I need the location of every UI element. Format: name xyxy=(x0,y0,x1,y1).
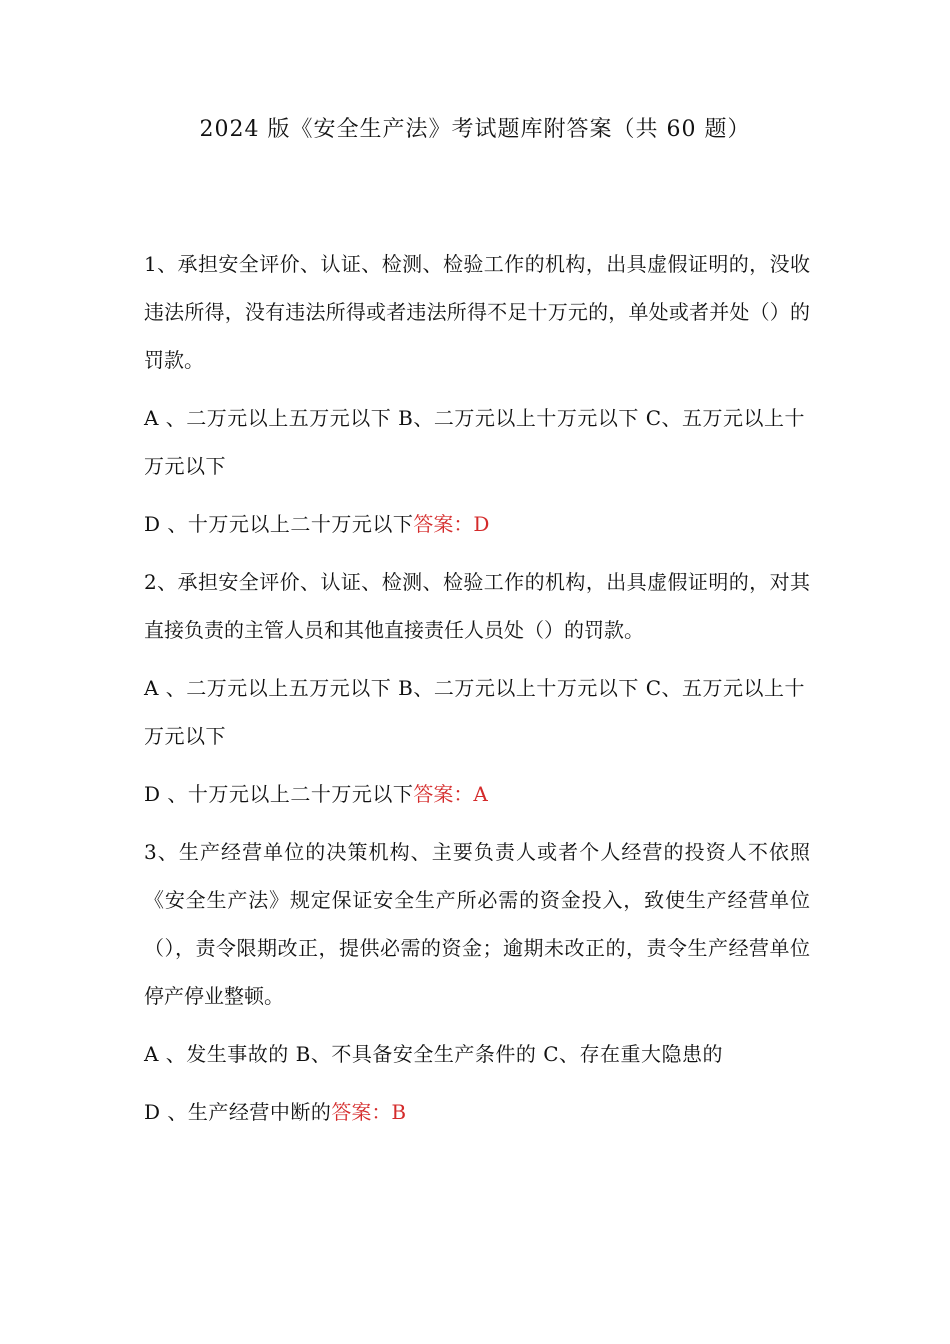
question-item xyxy=(144,240,810,548)
option-d: D 、十万元以上二十万元以下 xyxy=(144,512,414,536)
option-d-line xyxy=(144,1088,810,1136)
option-d: D 、十万元以上二十万元以下 xyxy=(144,782,414,806)
option-d: D 、生产经营中断的 xyxy=(144,1100,332,1124)
option-d-line xyxy=(144,770,810,818)
question-text: 1、承担安全评价、认证、检测、检验工作的机构，出具虚假证明的，没收违法所得，没有违法所得或者违法所得不足十万元的，单处或者并处（）的罚款。 xyxy=(144,252,810,372)
document-title: 2024 版《安全生产法》考试题库附答案（共 60 题） xyxy=(199,117,751,142)
option-d-line xyxy=(144,500,810,548)
question-text: 3、生产经营单位的决策机构、主要负责人或者个人经营的投资人不依照《安全生产法》规定保证安全生产所必需的资金投入，致使生产经营单位（），责令限期改正，提供必需的资金；逾期未改正的，责令生产经营单位停产停业整顿。 xyxy=(144,840,810,1008)
answer-label: 答案：D xyxy=(413,512,490,536)
question-list xyxy=(144,240,810,1146)
question-item xyxy=(144,558,810,818)
question-options: A 、发生事故的 B、不具备安全生产条件的 C、存在重大隐患的 xyxy=(144,1042,724,1066)
question-options: A 、二万元以上五万元以下 B、二万元以上十万元以下 C、五万元以上十万元以下 xyxy=(144,406,806,478)
question-item xyxy=(144,828,810,1136)
question-options: A 、二万元以上五万元以下 B、二万元以上十万元以下 C、五万元以上十万元以下 xyxy=(144,676,806,748)
answer-label: 答案：B xyxy=(331,1100,407,1124)
answer-label: 答案：A xyxy=(413,782,488,806)
question-text: 2、承担安全评价、认证、检测、检验工作的机构，出具虚假证明的，对其直接负责的主管人员和其他直接责任人员处（）的罚款。 xyxy=(144,570,810,642)
